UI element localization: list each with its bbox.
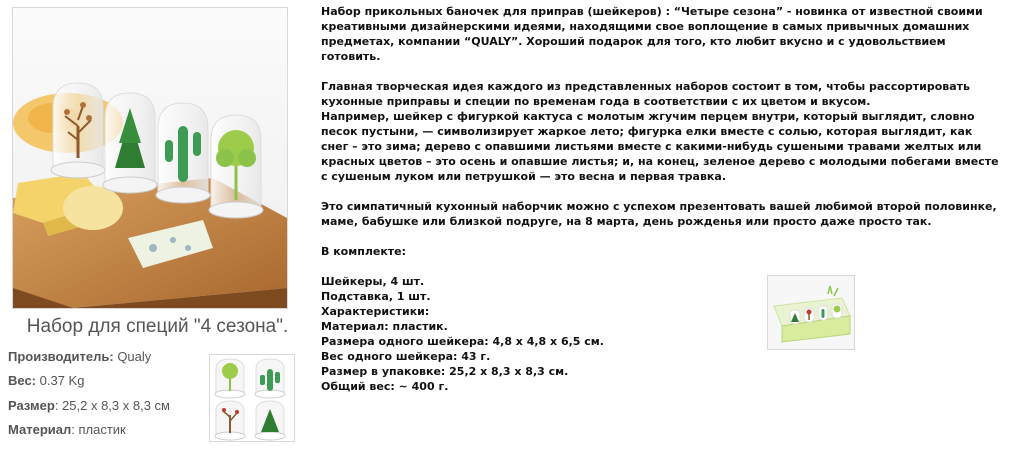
spec-manufacturer-value: Qualy: [113, 349, 152, 364]
kit-line: Вес одного шейкера: 43 г.: [321, 350, 491, 363]
spec-manufacturer-label: Производитель:: [8, 349, 114, 364]
product-thumbnail-shakers[interactable]: [209, 354, 295, 442]
product-panel: [0, 0, 315, 454]
product-thumbnail-boxed-set[interactable]: [767, 275, 855, 350]
spice-shakers-photo: [13, 8, 287, 308]
product-main-photo[interactable]: [12, 7, 288, 309]
kit-heading: В комплекте:: [321, 245, 407, 258]
description-gift: Это симпатичный кухонный наборчик можно с успехом презентовать вашей любимой второй половинке, маме, бабушке или близкой подруге, на 8 марта, день рожденья или просто даже просто так.: [321, 200, 997, 228]
kit-line: Размера одного шейкера: 4,8 х 4,8 х 6,5 см.: [321, 335, 604, 348]
boxed-set-thumbnail: [768, 276, 854, 349]
description-idea: Главная творческая идея каждого из представленных наборов состоит в том, чтобы рассортировать кухонные приправы и специи по временам года в соответствии с их цветом и вкусом.: [321, 80, 971, 108]
spec-material-value: : пластик: [71, 422, 126, 437]
description-example: Например, шейкер с фигуркой кактуса с молотым жгучим перцем внутри, который выглядит, словно песок пустыни, — символизирует жаркое лето; фигурка елки вместе с солью, которая выглядит, как снег – это зима; дерево с опавшими листьями вместе с какими-нибудь сушеными травами желтых или красных цветов – это осень и опавшие листья; и, на конец, зеленое дерево с молодыми побегами вместе с сушеным луком или петрушкой — это весна и первая травка.: [321, 110, 999, 183]
product-description: [321, 4, 1001, 394]
kit-line: Общий вес: ~ 400 г.: [321, 380, 449, 393]
spec-size-value: : 25,2 х 8,3 х 8,3 см: [54, 398, 170, 413]
kit-line: Размер в упаковке: 25,2 х 8,3 х 8,3 см.: [321, 365, 569, 378]
description-intro: Набор прикольных баночек для приправ (шейкеров) : “Четыре сезона” - новинка от известной своими креативными дизайнерскими идеями, находящими свое воплощение в самых привычных домашних предметах, компании “QUALY”. Хороший подарок для того, кто любит вкусно и с удовольствием готовить.: [321, 5, 983, 63]
kit-line: Материал: пластик.: [321, 320, 448, 333]
spec-size-label: Размер: [8, 398, 55, 413]
kit-line: Подставка, 1 шт.: [321, 290, 431, 303]
four-shakers-thumbnail: [210, 355, 294, 441]
spec-manufacturer: [8, 349, 151, 364]
spec-material-label: Материал: [8, 422, 72, 437]
kit-line: Шейкеры, 4 шт.: [321, 275, 425, 288]
spec-size: [8, 398, 170, 413]
spec-material: [8, 422, 126, 437]
kit-line: Характеристики:: [321, 305, 430, 318]
spec-weight-label: Вес:: [8, 373, 37, 388]
product-title: Набор для специй "4 сезона".: [26, 316, 289, 337]
spec-weight: [8, 373, 84, 388]
spec-weight-value: 0.37 Kg: [36, 373, 85, 388]
